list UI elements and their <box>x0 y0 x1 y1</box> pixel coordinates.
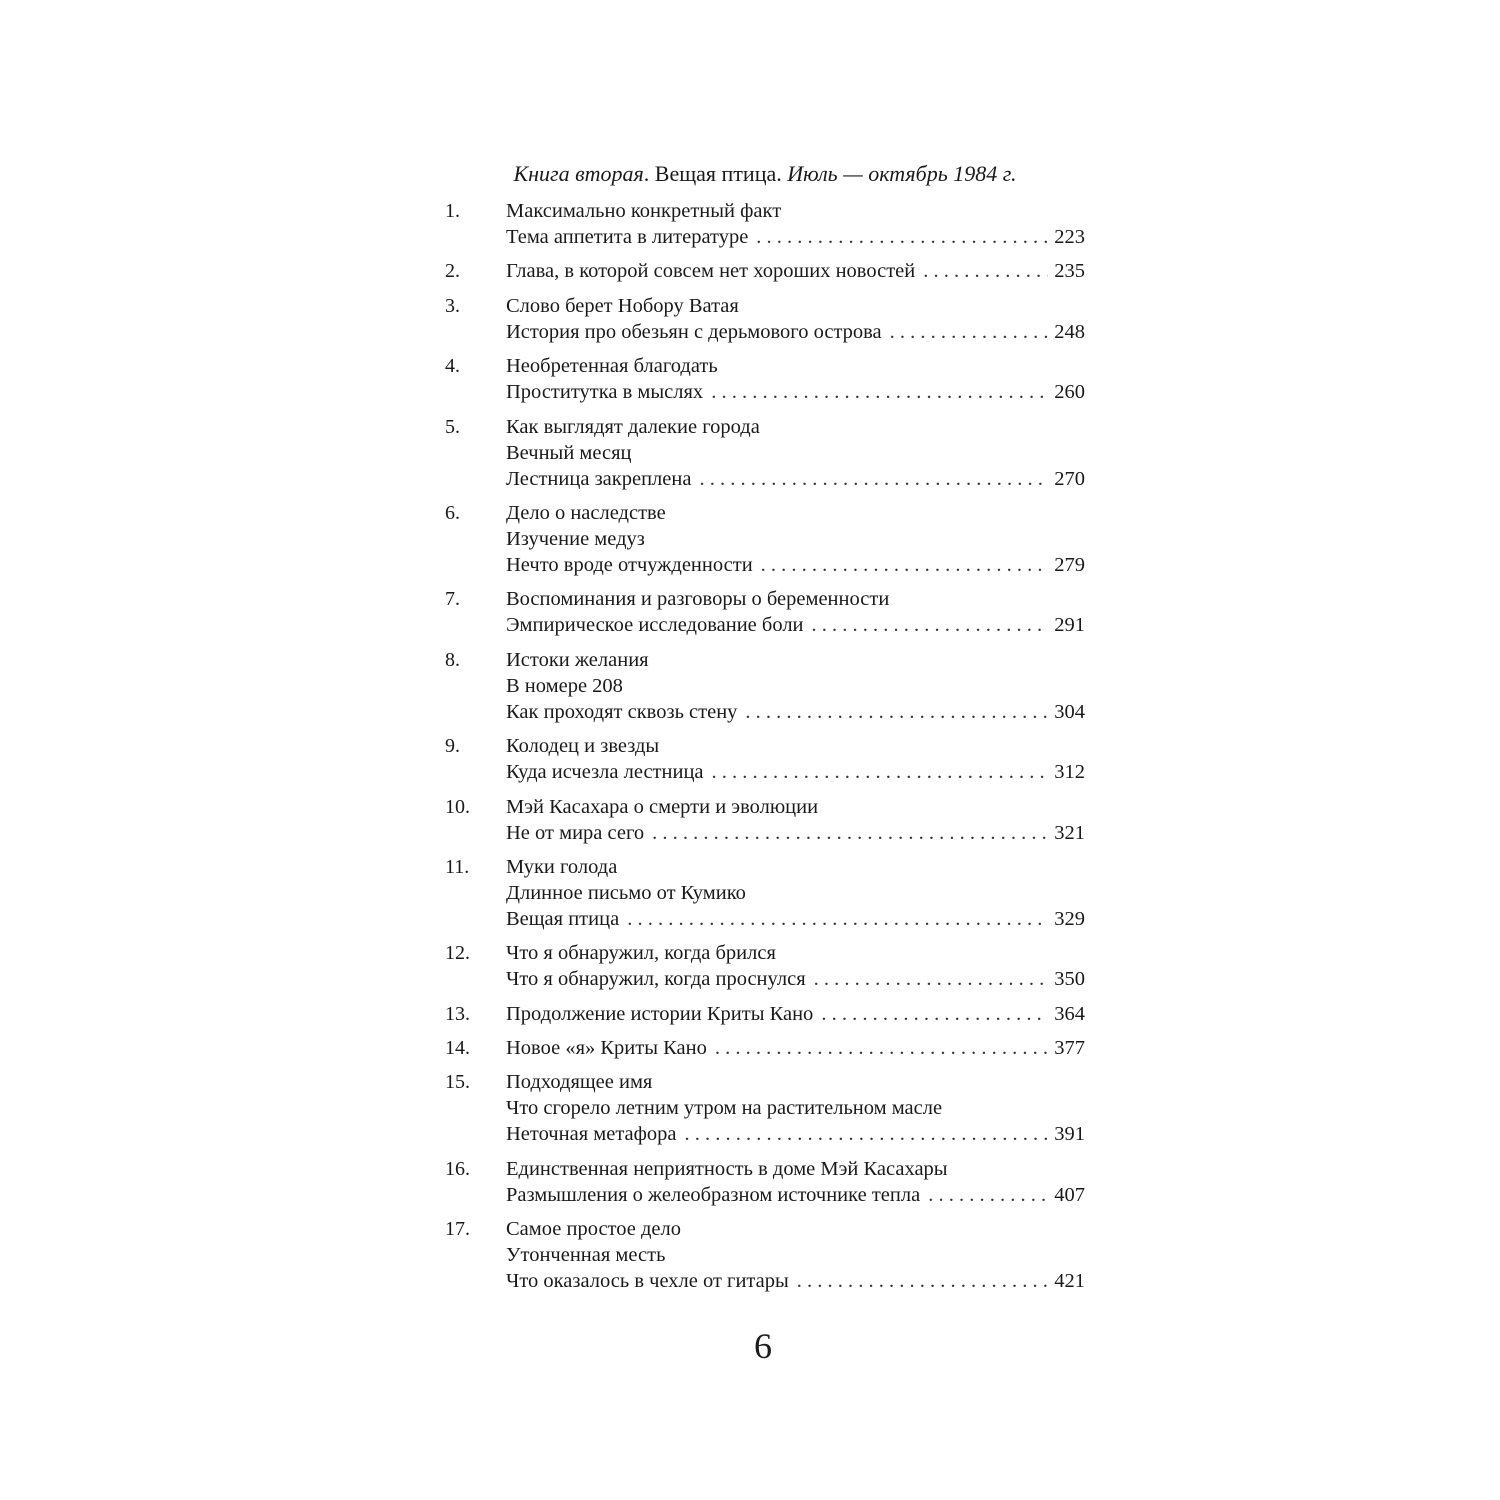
toc-entry <box>445 733 1085 785</box>
chapter-line <box>506 940 1085 966</box>
chapter-line <box>506 820 1085 846</box>
chapter-line <box>506 1156 1085 1182</box>
chapter-line <box>506 966 1085 992</box>
chapter-line <box>506 699 1085 725</box>
chapter-title: Муки голода <box>506 855 618 878</box>
chapter-title: Что я обнаружил, когда брился <box>506 942 776 965</box>
chapter-titles <box>506 353 1085 405</box>
chapter-titles <box>506 258 1085 284</box>
chapter-title: Вещая птица <box>506 907 620 930</box>
page-ref: 260 <box>1054 381 1085 404</box>
chapter-number: 4. <box>445 355 460 378</box>
chapter-title: Как проходят сквозь стену <box>506 700 738 723</box>
page-ref: 377 <box>1054 1037 1085 1060</box>
chapter-line <box>506 379 1085 405</box>
chapter-title: Проститутка в мыслях <box>506 381 704 404</box>
page-ref: 321 <box>1054 821 1085 844</box>
dot-leader <box>761 552 1049 578</box>
toc-entry <box>445 1069 1085 1147</box>
chapter-title: Дело о наследстве <box>506 501 666 524</box>
toc-entry <box>445 1216 1085 1294</box>
page-number: 6 <box>754 1326 772 1366</box>
chapter-line <box>506 258 1085 284</box>
toc-entry <box>445 500 1085 578</box>
chapter-line <box>506 500 1085 526</box>
heading-dates: Июль — октябрь 1984 г. <box>787 161 1017 186</box>
toc-entry <box>445 586 1085 638</box>
dot-leader <box>712 759 1049 785</box>
page-ref: 223 <box>1054 226 1085 248</box>
heading-book-label: Книга вторая <box>513 161 644 186</box>
chapter-line <box>506 673 1085 699</box>
chapter-number: 1. <box>445 200 460 222</box>
chapter-titles <box>506 1216 1085 1294</box>
chapter-number: 14. <box>445 1037 470 1060</box>
toc-entry <box>445 1035 1085 1061</box>
toc-entry <box>445 647 1085 725</box>
chapter-title: Куда исчезла лестница <box>506 761 704 784</box>
chapter-titles <box>506 586 1085 638</box>
chapter-line <box>506 414 1085 440</box>
chapter-number: 6. <box>445 501 460 524</box>
chapter-title: Размышления о желеобразном источнике тепла <box>506 1183 921 1206</box>
dot-leader <box>814 966 1049 992</box>
dot-leader <box>745 699 1048 725</box>
chapter-title: Продолжение истории Криты Кано <box>506 1002 814 1025</box>
dot-leader <box>812 612 1049 638</box>
chapter-line <box>506 552 1085 578</box>
chapter-titles <box>506 1035 1085 1061</box>
chapter-title: Лестница закреплена <box>506 467 692 490</box>
toc-entry <box>445 1156 1085 1208</box>
chapter-titles <box>506 1069 1085 1147</box>
toc-entry <box>445 794 1085 846</box>
section-heading <box>445 158 1085 190</box>
chapter-title: Единственная неприятность в доме Мэй Касахары <box>506 1157 948 1180</box>
chapter-title: Что оказалось в чехле от гитары <box>506 1270 789 1293</box>
chapter-title: Утонченная месть <box>506 1244 666 1267</box>
chapter-line <box>506 440 1085 466</box>
chapter-line <box>506 1268 1085 1294</box>
chapter-line <box>506 224 1085 250</box>
chapter-title: Вечный месяц <box>506 441 632 464</box>
dot-leader <box>715 1035 1048 1061</box>
dot-leader <box>756 224 1048 250</box>
chapter-line <box>506 1242 1085 1268</box>
chapter-line <box>506 526 1085 552</box>
chapter-title: Истоки желания <box>506 648 649 671</box>
page-ref: 391 <box>1054 1123 1085 1146</box>
chapter-number: 2. <box>445 260 460 283</box>
chapter-title: История про обезьян с дерьмового острова <box>506 320 882 343</box>
toc-entry <box>445 293 1085 345</box>
chapter-title: Колодец и звезды <box>506 735 660 758</box>
chapter-line <box>506 906 1085 932</box>
chapter-titles <box>506 854 1085 932</box>
page-ref: 329 <box>1054 907 1085 930</box>
page-ref: 279 <box>1054 553 1085 576</box>
chapter-line <box>506 586 1085 612</box>
chapter-line <box>506 612 1085 638</box>
page-ref: 407 <box>1054 1183 1085 1206</box>
chapter-title: Подходящее имя <box>506 1071 653 1094</box>
chapter-title: Тема аппетита в литературе <box>506 226 749 248</box>
chapter-titles <box>506 733 1085 785</box>
chapter-line <box>506 198 1085 224</box>
dot-leader <box>685 1121 1049 1147</box>
chapter-line <box>506 1095 1085 1121</box>
chapter-number: 12. <box>445 942 470 965</box>
toc-entry <box>445 854 1085 932</box>
chapter-number: 5. <box>445 415 460 438</box>
chapter-title: Неточная метафора <box>506 1123 677 1146</box>
dot-leader <box>797 1268 1049 1294</box>
chapter-titles <box>506 794 1085 846</box>
page-ref: 350 <box>1054 968 1085 991</box>
table-of-contents <box>445 198 1085 1303</box>
chapter-title: Воспоминания и разговоры о беременности <box>506 588 890 611</box>
chapter-number: 9. <box>445 735 460 758</box>
chapter-line <box>506 880 1085 906</box>
chapter-titles <box>506 940 1085 992</box>
chapter-titles <box>506 500 1085 578</box>
chapter-number: 8. <box>445 648 460 671</box>
chapter-line <box>506 854 1085 880</box>
chapter-line <box>506 647 1085 673</box>
toc-entry <box>445 1001 1085 1027</box>
chapter-titles <box>506 1001 1085 1027</box>
chapter-line <box>506 1216 1085 1242</box>
page-ref: 304 <box>1054 700 1085 723</box>
page-ref: 421 <box>1054 1270 1085 1293</box>
chapter-title: Нечто вроде отчужденности <box>506 553 753 576</box>
chapter-title: Необретенная благодать <box>506 355 718 378</box>
toc-entry <box>445 198 1085 250</box>
dot-leader <box>652 820 1048 846</box>
dot-leader <box>923 258 1048 284</box>
chapter-number: 15. <box>445 1071 470 1094</box>
chapter-title: В номере 208 <box>506 674 623 697</box>
chapter-line <box>506 1001 1085 1027</box>
chapter-title: Эмпирическое исследование боли <box>506 614 804 637</box>
chapter-title: Максимально конкретный факт <box>506 200 782 222</box>
chapter-title: Как выглядят далекие города <box>506 415 760 438</box>
chapter-number: 17. <box>445 1218 470 1241</box>
chapter-titles <box>506 414 1085 492</box>
toc-entry <box>445 353 1085 405</box>
chapter-number: 3. <box>445 294 460 317</box>
chapter-title: Слово берет Нобору Ватая <box>506 294 739 317</box>
dot-leader <box>699 466 1048 492</box>
chapter-title: Новое «я» Криты Кано <box>506 1037 707 1060</box>
chapter-number: 7. <box>445 588 460 611</box>
page-ref: 291 <box>1054 614 1085 637</box>
chapter-title: Что сгорело летним утром на растительном масле <box>506 1097 943 1120</box>
chapter-line <box>506 1121 1085 1147</box>
chapter-number: 13. <box>445 1002 470 1025</box>
chapter-title: Изучение медуз <box>506 527 645 550</box>
chapter-titles <box>506 647 1085 725</box>
chapter-line <box>506 293 1085 319</box>
toc-entry <box>445 940 1085 992</box>
page-ref: 248 <box>1054 320 1085 343</box>
dot-leader <box>928 1182 1048 1208</box>
toc-entry <box>445 414 1085 492</box>
dot-leader <box>821 1001 1048 1027</box>
chapter-titles <box>506 198 1085 250</box>
chapter-number: 16. <box>445 1157 470 1180</box>
dot-leader <box>711 379 1048 405</box>
chapter-line <box>506 794 1085 820</box>
chapter-line <box>506 733 1085 759</box>
chapter-line <box>506 466 1085 492</box>
chapter-title: Самое простое дело <box>506 1218 681 1241</box>
chapter-line <box>506 759 1085 785</box>
chapter-line <box>506 1035 1085 1061</box>
chapter-title: Не от мира сего <box>506 821 645 844</box>
chapter-title: Длинное письмо от Кумико <box>506 881 746 904</box>
heading-title: . Вещая птица. <box>643 161 788 186</box>
chapter-line <box>506 319 1085 345</box>
chapter-titles <box>506 1156 1085 1208</box>
chapter-title: Что я обнаружил, когда проснулся <box>506 968 806 991</box>
chapter-line <box>506 353 1085 379</box>
chapter-number: 10. <box>445 795 470 818</box>
toc-entry <box>445 258 1085 284</box>
dot-leader <box>627 906 1048 932</box>
page-ref: 270 <box>1054 467 1085 490</box>
chapter-titles <box>506 293 1085 345</box>
chapter-number: 11. <box>445 855 470 878</box>
page-ref: 235 <box>1054 260 1085 283</box>
chapter-title: Мэй Касахара о смерти и эволюции <box>506 795 819 818</box>
chapter-line <box>506 1069 1085 1095</box>
chapter-line <box>506 1182 1085 1208</box>
chapter-title: Глава, в которой совсем нет хороших новостей <box>506 260 916 283</box>
page-ref: 364 <box>1054 1002 1085 1025</box>
dot-leader <box>890 319 1049 345</box>
page-ref: 312 <box>1054 761 1085 784</box>
